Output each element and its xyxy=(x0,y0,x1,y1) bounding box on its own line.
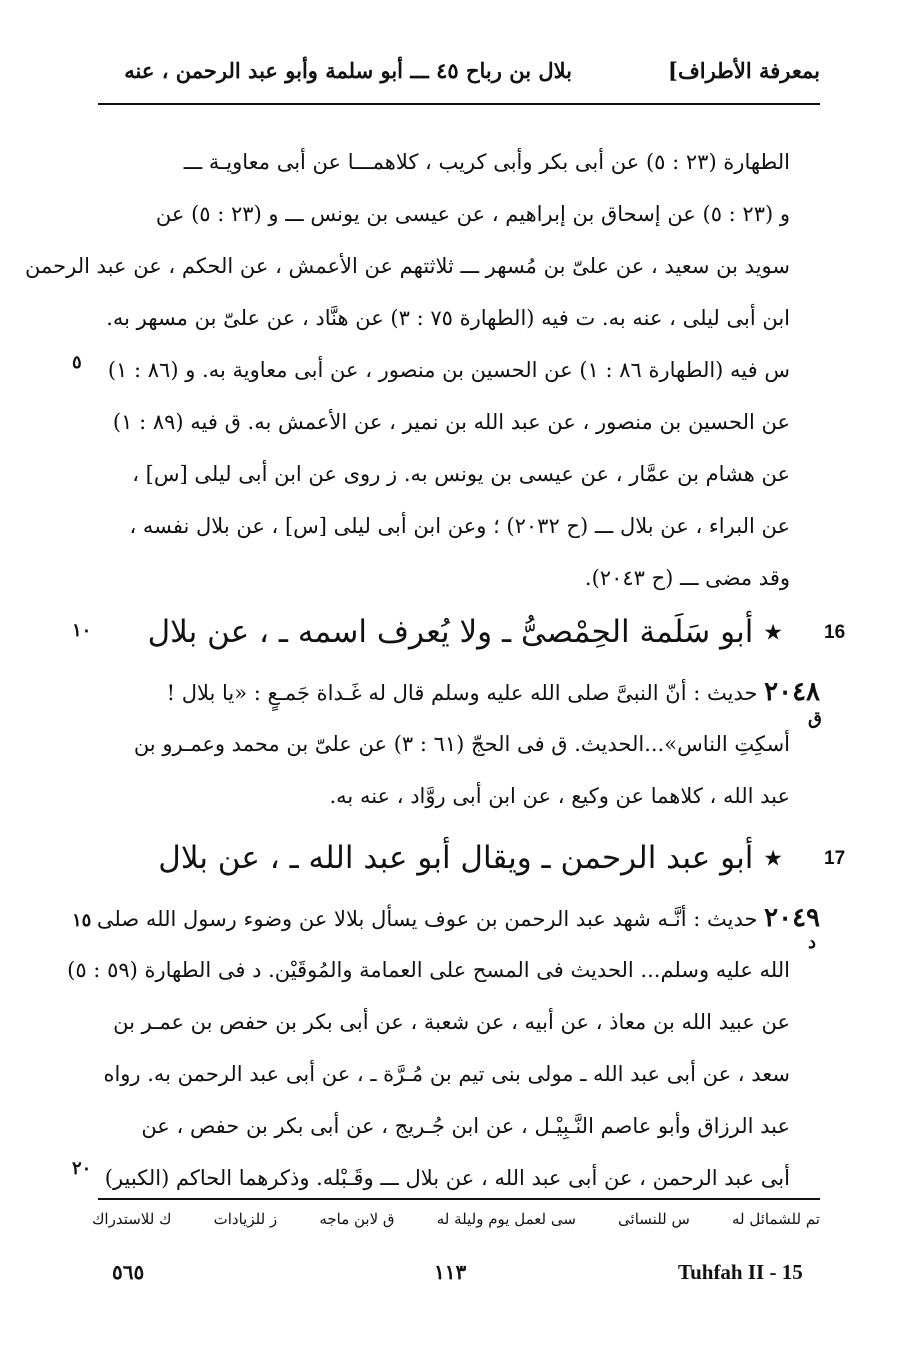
section-title: أبو سَلَمة الحِمْصىُّ ـ ولا يُعرف اسمه ـ ، عن بلال xyxy=(147,614,754,650)
star-icon: ★ xyxy=(763,620,783,646)
line-number-20: ٢٠ xyxy=(72,1158,92,1179)
line-number-15: ١٥ xyxy=(72,910,92,931)
running-header xyxy=(98,52,820,92)
header-rule xyxy=(98,103,820,105)
text-line: ٢٠٤٩ حديث : أنَّـه شهد عبد الرحمن بن عوف يسأل بلالا عن وضوء رسول الله صلى xyxy=(96,903,820,933)
text-line: و (٢٣ : ٥) عن إسحاق بن إبراهيم ، عن عيسى بن يونس ـــ و (٢٣ : ٥) عن xyxy=(155,202,790,226)
section-heading xyxy=(148,610,783,656)
abbreviation-key xyxy=(92,1210,820,1240)
line-number-10: ١٠ xyxy=(72,620,92,641)
star-icon: ★ xyxy=(763,846,783,872)
text-line: أبى عبد الرحمن ، عن أبى عبد الله ، عن بلال ـــ وقَـبْله. وذكرهما الحاكم (الكبير) xyxy=(104,1166,790,1190)
hadith-number: ٢٠٤٩ xyxy=(764,903,820,933)
section-number: 16 xyxy=(824,622,846,643)
paragraph-continuation xyxy=(25,136,790,604)
source-siglum: د xyxy=(808,932,817,953)
header-chapter-title: بلال بن رباح ٤٥ ـــ أبو سلمة وأبو عبد الرحمن ، عنه xyxy=(124,58,572,83)
line-number-5: ٥ xyxy=(72,352,82,373)
source-siglum: ق xyxy=(808,708,822,729)
footer-rule xyxy=(98,1198,820,1200)
text-line: عن البراء ، عن بلال ـــ (ح ٢٠٣٢) ؛ وعن ابن أبى ليلى [س] ، عن بلال نفسه ، xyxy=(129,514,790,538)
text-line: سويد بن سعيد ، عن علىّ بن مُسهر ـــ ثلاثتهم عن الأعمش ، عن الحكم ، عن عبد الرحمن xyxy=(25,254,790,278)
hadith-entry xyxy=(100,666,820,822)
text-line: عبد الله ، كلاهما عن وكيع ، عن ابن أبى روَّاد ، عنه به. xyxy=(329,784,790,808)
section-heading xyxy=(158,836,783,882)
header-book-title: بمعرفة الأطراف] xyxy=(668,58,820,83)
text-line: سعد ، عن أبى عبد الله ـ مولى بنى تيم بن مُـرَّة ـ ، عن أبى عبد الرحمن به. رواه xyxy=(103,1062,790,1086)
text-line: الطهارة (٢٣ : ٥) عن أبى بكر وأبى كريب ، كلاهمـــا عن أبى معاويـة ـــ xyxy=(183,150,790,174)
text-line: وقد مضى ـــ (ح ٢٠٤٣). xyxy=(584,566,790,590)
text-line: عن عبيد الله بن معاذ ، عن أبيه ، عن شعبة ، عن أبى بكر بن حفص بن عمـر بن xyxy=(113,1010,790,1034)
abbreviation-item: ك للاستدراك xyxy=(92,1210,172,1228)
abbreviation-item: سى لعمل يوم وليلة له xyxy=(436,1210,576,1228)
text-line: عبد الرزاق وأبو عاصم النَّـبِيْـل ، عن ابن جُـريج ، عن أبى بكر بن حفص ، عن xyxy=(141,1114,790,1138)
text-line: ٢٠٤٨ حديث : أنّ النبىَّ صلى الله عليه وسلم قال له غَـداة جَمـعٍ : «يا بلال ! xyxy=(166,677,820,707)
text-line: أسكِتِ الناس»...الحديث. ق فى الحجّ (٦١ : ٣) عن علىّ بن محمد وعمـرو بن xyxy=(133,732,790,756)
text-line: س فيه (الطهارة ٨٦ : ١) عن الحسين بن منصور ، عن أبى معاوية به. و (٨٦ : ١) xyxy=(107,358,790,382)
text-line: الله عليه وسلم... الحديث فى المسح على العمامة والمُوقَيْن. د فى الطهارة (٥٩ : ٥) xyxy=(67,958,790,982)
text-line: عن هشام بن عمَّار ، عن عيسى بن يونس به. ز روى عن ابن أبى ليلى [س] ، xyxy=(132,462,790,486)
text-line: ابن أبى ليلى ، عنه به. ت فيه (الطهارة ٧٥ : ٣) عن هنَّاد ، عن علىّ بن مسهر به. xyxy=(106,306,790,330)
abbreviation-item: ق لابن ماجه xyxy=(319,1210,395,1228)
hadith-number: ٢٠٤٨ xyxy=(764,677,820,707)
section-title: أبو عبد الرحمن ـ ويقال أبو عبد الله ـ ، عن بلال xyxy=(158,840,754,876)
abbreviation-item: تم للشمائل له xyxy=(731,1210,820,1228)
abbreviation-item: س للنسائى xyxy=(618,1210,690,1228)
abbreviation-item: ز للزيادات xyxy=(213,1210,278,1228)
volume-signature: Tuhfah II - 15 xyxy=(678,1260,803,1284)
page-number-original: ٥٦٥ xyxy=(112,1260,145,1284)
text-line: عن الحسين بن منصور ، عن عبد الله بن نمير ، عن الأعمش به. ق فيه (٨٩ : ١) xyxy=(112,410,790,434)
page-number: ١١٣ xyxy=(434,1260,467,1284)
section-number: 17 xyxy=(824,848,846,869)
